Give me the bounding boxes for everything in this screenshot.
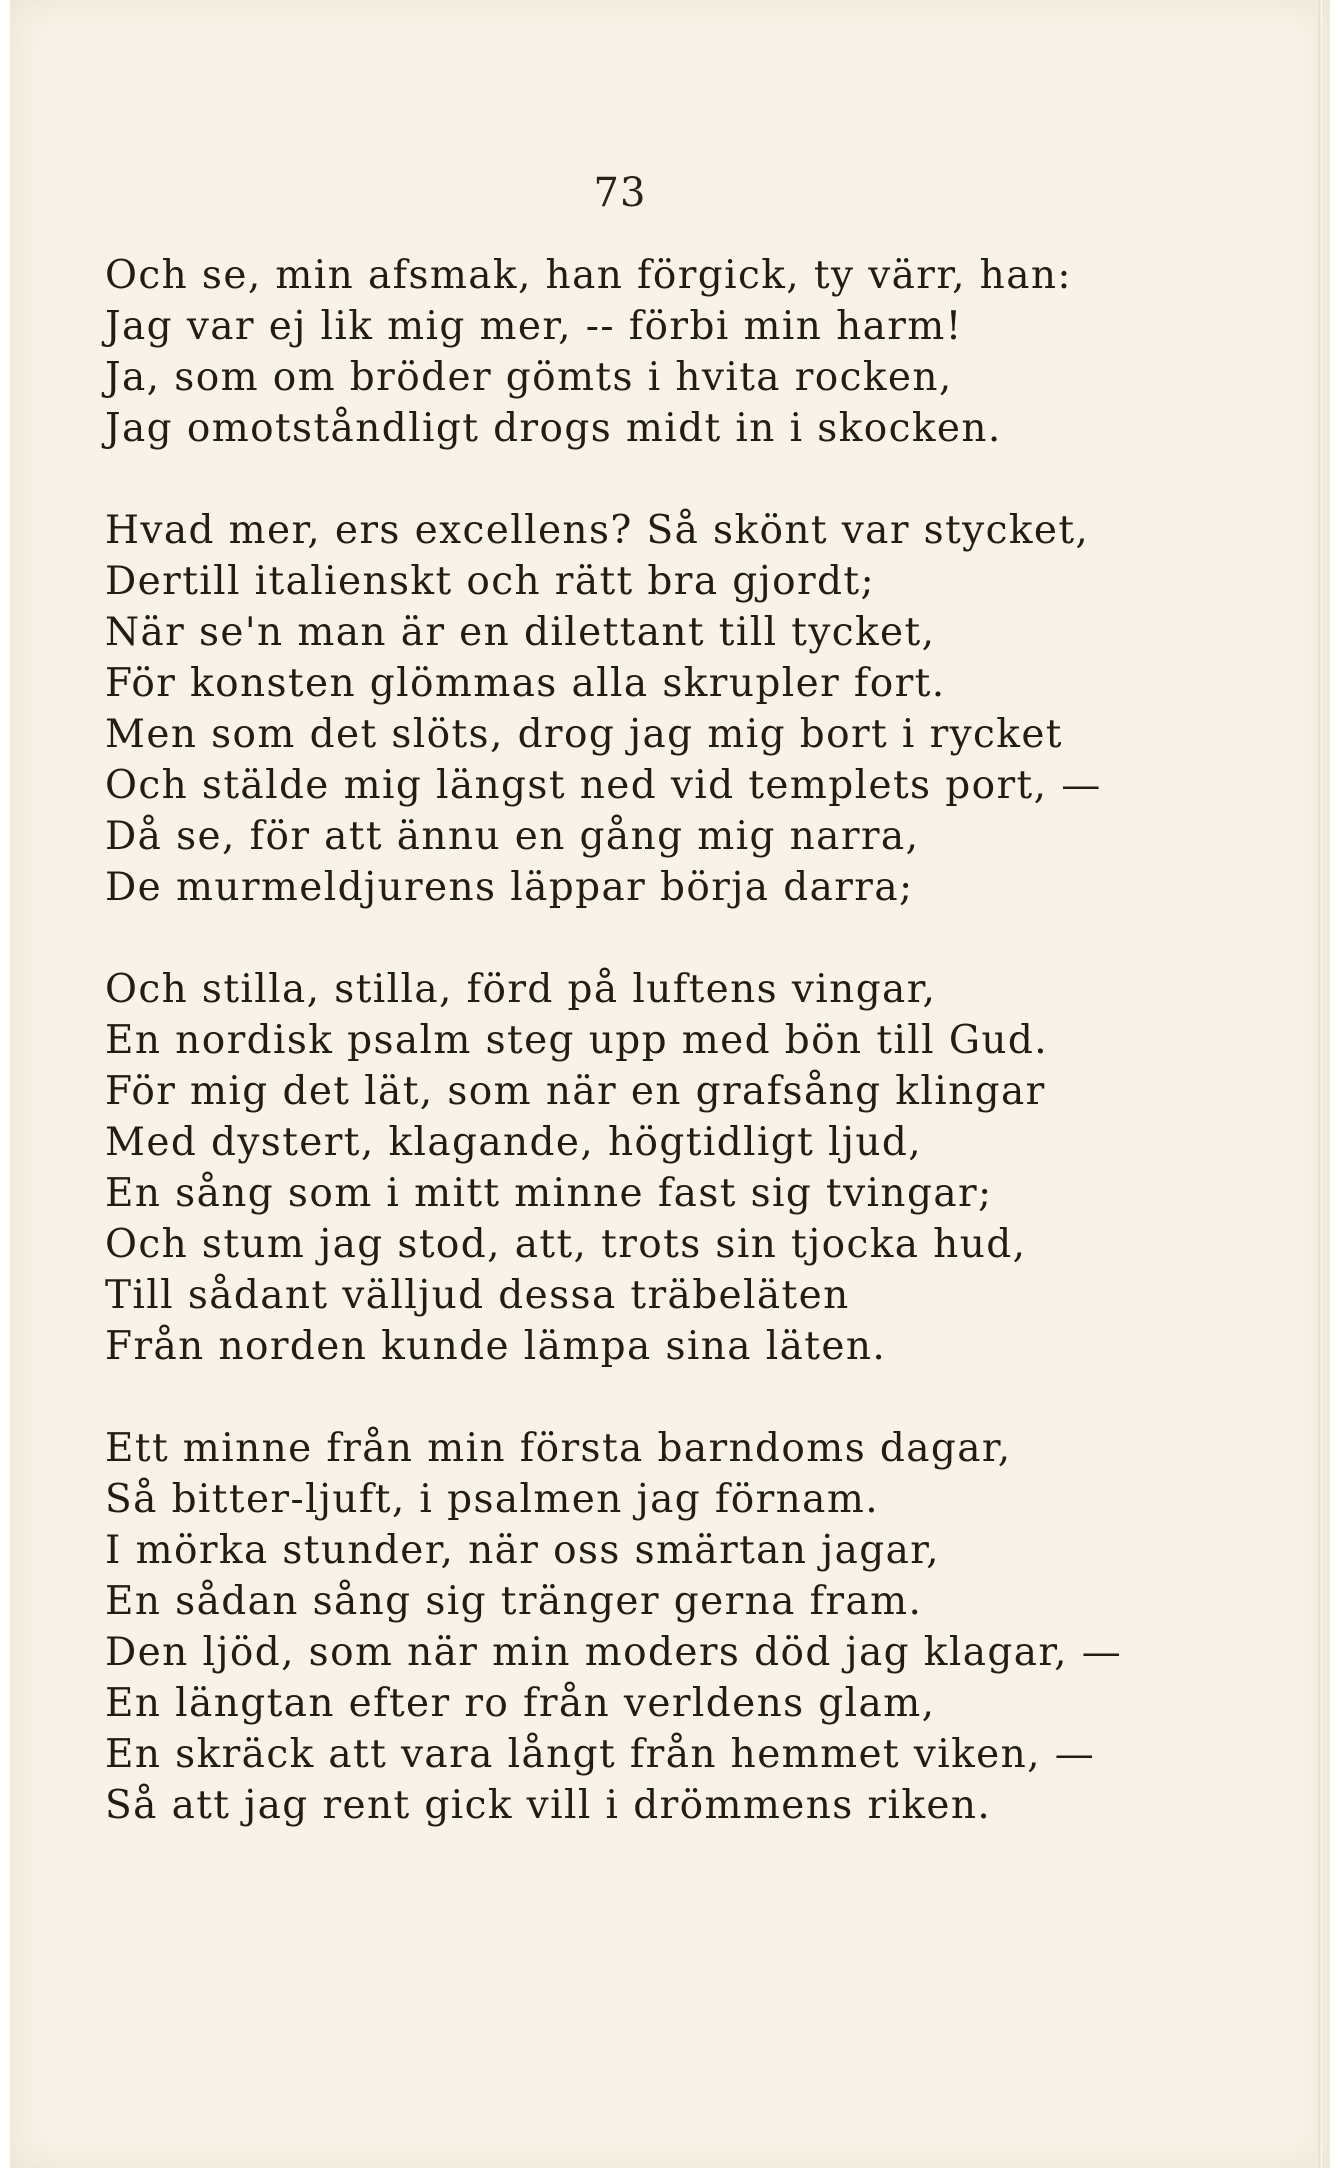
poem-line: För konsten glömmas alla skrupler fort.	[105, 661, 946, 706]
poem-line: Jag omotståndligt drogs midt in i skocken.	[105, 406, 1002, 451]
poem-line: Och stälde mig längst ned vid templets port, —	[105, 763, 1102, 808]
poem-line: En sådan sång sig tränger gerna fram.	[105, 1579, 923, 1624]
poem-line: Den ljöd, som när min moders död jag klagar, —	[105, 1630, 1123, 1675]
poem-line: Ett minne från min första barndoms dagar,	[105, 1426, 1012, 1471]
book-page	[10, 0, 1330, 2168]
poem-line: Och se, min afsmak, han förgick, ty värr, han:	[105, 253, 1072, 298]
poem-line: Dertill italienskt och rätt bra gjordt;	[105, 559, 876, 604]
poem-line: De murmeldjurens läppar börja darra;	[105, 865, 914, 910]
poem-line: Men som det slöts, drog jag mig bort i rycket	[105, 712, 1063, 757]
page-number: 73	[593, 170, 647, 216]
poem-line: En sång som i mitt minne fast sig tvingar;	[105, 1171, 993, 1216]
stanza-2	[105, 505, 1255, 913]
poem-line: Hvad mer, ers excellens? Så skönt var stycket,	[105, 508, 1090, 553]
poem-line: När se'n man är en dilettant till tycket,	[105, 610, 936, 655]
poem-line: En längtan efter ro från verldens glam,	[105, 1681, 936, 1726]
poem-line: Och stilla, stilla, förd på luftens vingar,	[105, 967, 937, 1012]
poem-line: Ja, som om bröder gömts i hvita rocken,	[105, 355, 953, 400]
poem-line: Så att jag rent gick vill i drömmens riken.	[105, 1783, 992, 1828]
stanza-1	[105, 250, 1255, 454]
stanza-4	[105, 1423, 1255, 1831]
page-edge	[1316, 0, 1322, 2168]
poem-line: Jag var ej lik mig mer, -- förbi min harm!	[105, 304, 963, 349]
poem-line: Från norden kunde lämpa sina läten.	[105, 1324, 887, 1369]
poem-line: En skräck att vara långt från hemmet viken, —	[105, 1732, 1096, 1777]
poem-line: Med dystert, klagande, högtidligt ljud,	[105, 1120, 923, 1165]
poem-line: Och stum jag stod, att, trots sin tjocka hud,	[105, 1222, 1027, 1267]
poem-line: För mig det lät, som när en grafsång klingar	[105, 1069, 1046, 1114]
poem-line: I mörka stunder, när oss smärtan jagar,	[105, 1528, 940, 1573]
poem-line: Så bitter-ljuft, i psalmen jag förnam.	[105, 1477, 879, 1522]
poem-text	[105, 250, 1255, 1882]
poem-line: Då se, för att ännu en gång mig narra,	[105, 814, 920, 859]
poem-line: Till sådant välljud dessa träbeläten	[105, 1273, 850, 1318]
poem-line: En nordisk psalm steg upp med bön till Gud.	[105, 1018, 1049, 1063]
stanza-3	[105, 964, 1255, 1372]
